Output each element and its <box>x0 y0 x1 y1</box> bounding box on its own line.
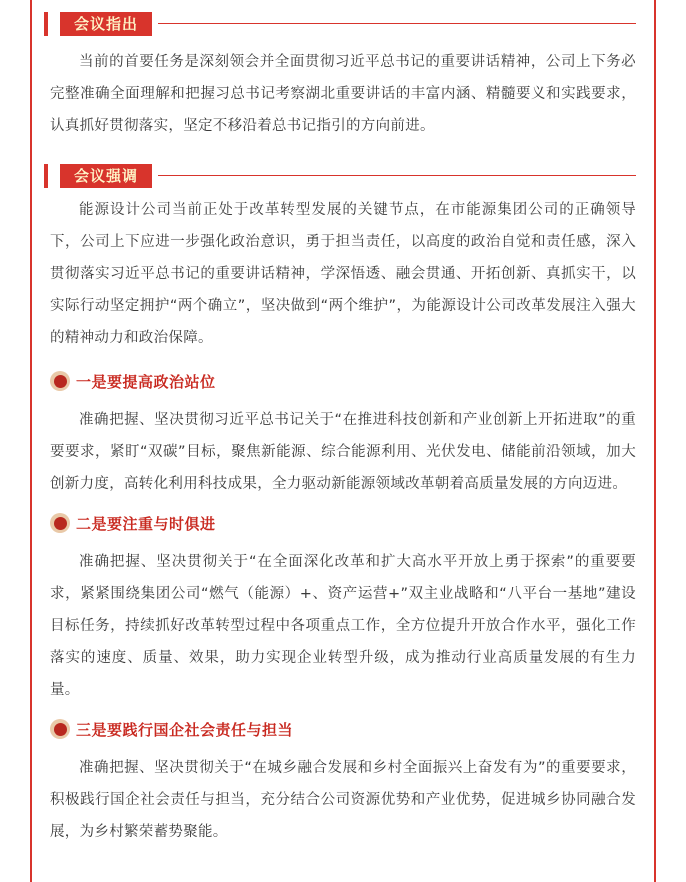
point-header <box>50 364 636 398</box>
section-paragraph: 能源设计公司当前正处于改革转型发展的关键节点，在市能源集团公司的正确领导下，公司上下应进一步强化政治意识，勇于担当责任，以高度的政治自觉和责任感，深入贯彻落实习近平总书记的重要讲话精神，学深悟透、融会贯通、开拓创新、真抓实干，以实际行动坚定拥护“两个确立”，坚决做到“两个维护”，为能源设计公司改革发展注入强大的精神动力和政治保障。 <box>50 202 636 346</box>
bullet-circle-icon <box>50 513 70 533</box>
bullet-circle-icon <box>50 719 70 739</box>
section-divider <box>158 23 636 24</box>
point-paragraph: 准确把握、坚决贯彻关于“在城乡融合发展和乡村全面振兴上奋发有为”的重要要求，积极践行国企社会责任与担当，充分结合公司资源优势和产业优势，促进城乡协同融合发展，为乡村繁荣蓄势聚能。 <box>50 760 636 840</box>
section-header-meeting-emphasis <box>50 160 636 192</box>
point-header <box>50 712 636 746</box>
section-tag: 会议指出 <box>60 12 152 36</box>
section-divider <box>158 175 636 176</box>
point-paragraph: 准确把握、坚决贯彻习近平总书记关于“在推进科技创新和产业创新上开拓进取”的重要要求，紧盯“双碳”目标，聚焦新能源、综合能源利用、光伏发电、储能前沿领域，加大创新力度，高转化利用科技成果，全力驱动新能源领域改革朝着高质量发展的方向迈进。 <box>50 412 636 492</box>
section-bar <box>44 164 48 188</box>
point-header <box>50 506 636 540</box>
section-bar <box>44 12 48 36</box>
point-title: 三是要践行国企社会责任与担当 <box>76 720 294 739</box>
left-border <box>30 0 32 882</box>
article-body <box>50 0 636 848</box>
point-paragraph: 准确把握、坚决贯彻关于“在全面深化改革和扩大高水平开放上勇于探索”的重要要求，紧紧围绕集团公司“燃气（能源）+、资产运营+”双主业战略和“八平台一基地”建设目标任务，持续抓好改革转型过程中各项重点工作，全方位提升开放合作水平，强化工作落实的速度、质量、效果，助力实现企业转型升级，成为推动行业高质量发展的有生力量。 <box>50 554 636 698</box>
point-title: 一是要提高政治站位 <box>76 372 216 391</box>
section-header-meeting-points <box>50 8 636 40</box>
section-paragraph: 当前的首要任务是深刻领会并全面贯彻习近平总书记的重要讲话精神，公司上下务必完整准确全面理解和把握习总书记考察湖北重要讲话的丰富内涵、精髓要义和实践要求，认真抓好贯彻落实，坚定不移沿着总书记指引的方向前进。 <box>50 54 636 134</box>
right-border <box>654 0 656 882</box>
section-tag: 会议强调 <box>60 164 152 188</box>
point-title: 二是要注重与时俱进 <box>76 514 216 533</box>
bullet-circle-icon <box>50 371 70 391</box>
